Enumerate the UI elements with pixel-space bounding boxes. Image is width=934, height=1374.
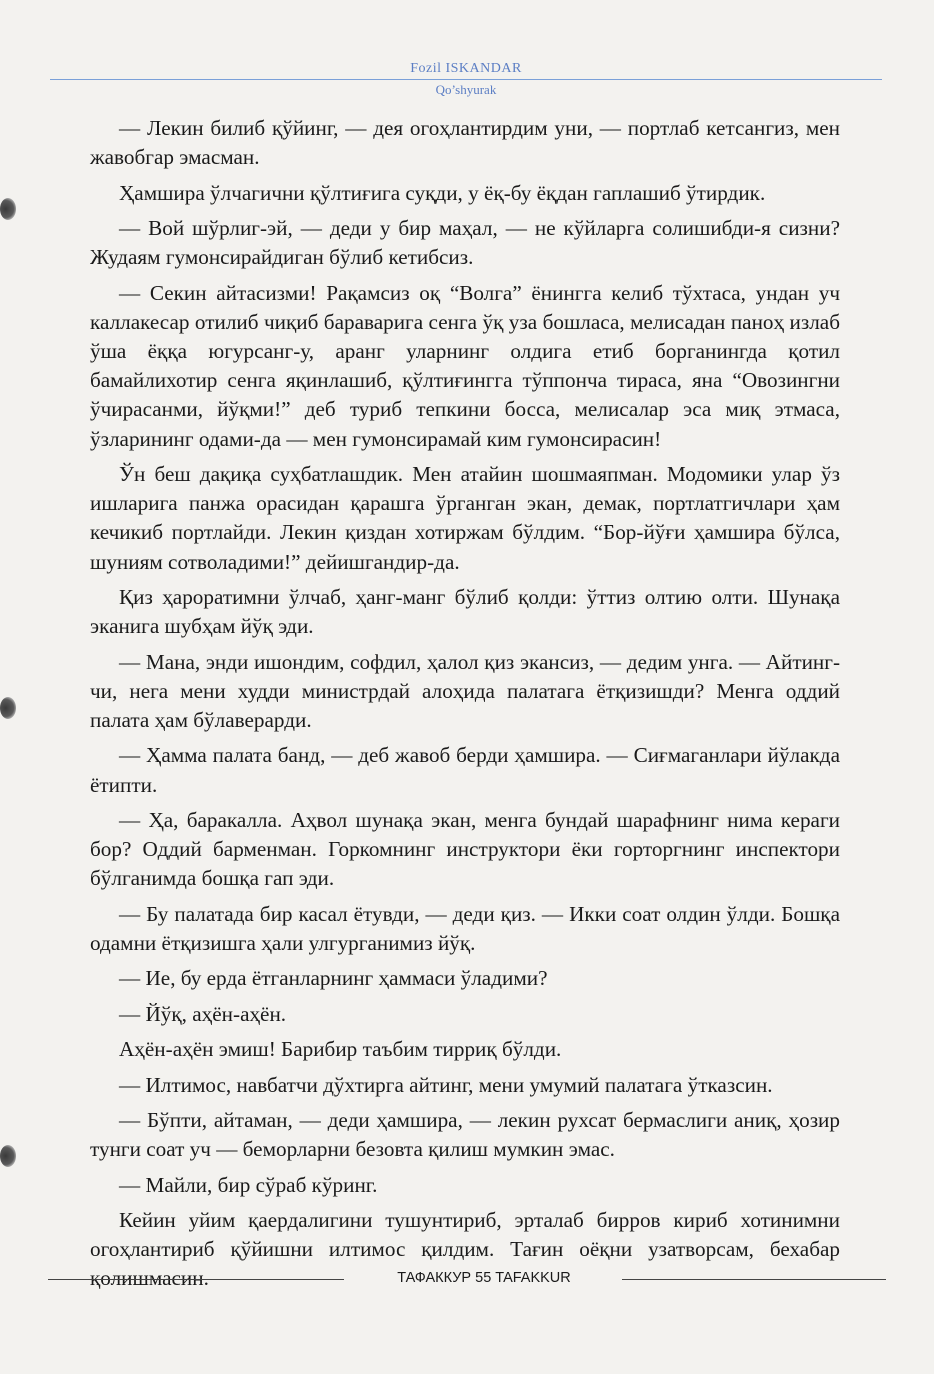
paragraph: Қиз ҳароратимни ўлчаб, ҳанг-манг бўлиб қолди: ўттиз олтию олти. Шунақа эканига шубҳам йўқ эди.	[90, 584, 840, 639]
paragraph: — Вой шўрлиг-эй, — деди у бир маҳал, — не кўйларга солишибди-я сизни? Жудаям гумонсирайдиган бўлиб кетибсиз.	[90, 215, 840, 270]
paragraph: Ўн беш дақиқа суҳбатлашдик. Мен атайин шошмаяпман. Модомики улар ўз ишларига панжа орасидан қарашга ўрганган экан, демак, портлатгичлари ҳам кечикиб портлайди. Лекин қиздан хотиржам бўлдим. “Бор-йўғи ҳамшира бўлса, шуниям сотволадими!” дейишгандир-да.	[90, 461, 840, 574]
footer-page-number: ТАФАККУР 55 TAFAKKUR	[397, 1270, 571, 1286]
header-rule	[50, 79, 882, 80]
paragraph: — Бу палатада бир касал ётувди, — деди қиз. — Икки соат олдин ўлди. Бошқа одамни ётқизишга ҳали улгурганимиз йўқ.	[90, 901, 840, 955]
paragraph: — Ҳа, баракалла. Аҳвол шунақа экан, менга бундай шарафнинг нима кераги бор? Оддий барменман. Горкомнинг инструктори ёки горторгнинг инспектори бўлганимда бошқа гап эди.	[90, 807, 840, 891]
paragraph: — Мана, энди ишондим, софдил, ҳалол қиз экансиз, — дедим унга. — Айтинг-чи, нега мени худди министрдай алоҳида палатага ётқизишди? Менга оддий палата ҳам бўлаверарди.	[90, 649, 840, 732]
footer-rule-left	[48, 1279, 344, 1280]
binder-hole	[0, 1145, 16, 1167]
page-body-text	[90, 114, 840, 1300]
paragraph: — Секин айтасизми! Рақамсиз оқ “Волга” ёнингга келиб тўхтаса, ундан уч каллакесар отилиб чиқиб бараварига сенга ўқ уза бошласа, мелисадан паноҳ излаб ўша ёққа югурсанг-у, аранг уларнинг олдига етиб борганингда қотил бамайлихотир сенга яқинлашиб, қўлтиғингга тўппонча тираса, яна “Овозингни ўчирасанми, йўқми!” деб туриб тепкини босса, мелисалар эса миқ этмаса, ўзларининг одами-да — мен гумонсирамай ким гумонсирасин!	[90, 280, 840, 451]
binder-hole	[0, 697, 16, 719]
paragraph: — Бўпти, айтаман, — деди ҳамшира, — лекин рухсат бермаслиги аниқ, ҳозир тунги соат уч — беморларни безовта қилиш мумкин эмас.	[90, 1107, 840, 1162]
paragraph: — Илтимос, навбатчи дўхтирга айтинг, мени умумий палатага ўтказсин.	[119, 1072, 773, 1097]
running-header	[50, 60, 882, 98]
paragraph: Кейин уйим қаердалигини тушунтириб, эрталаб бирров кириб хотинимни огоҳлантириб қўйишни илтимос қилдим. Тағин оёқни узатворсам, бехабар қолишмасин.	[90, 1207, 840, 1291]
page-footer	[48, 1268, 886, 1292]
footer-rule-right	[622, 1279, 886, 1280]
header-author: Fozil ISKANDAR	[410, 61, 522, 76]
paragraph: — Йўқ, аҳён-аҳён.	[119, 1001, 287, 1026]
paragraph: Ҳамшира ўлчагични қўлтиғига суқди, у ёқ-бу ёқдан гаплашиб ўтирдик.	[119, 180, 766, 205]
binder-hole	[0, 198, 16, 220]
paragraph: — Лекин билиб қўйинг, — дея огоҳлантирдим уни, — портлаб кетсангиз, мен жавобгар эмасман.	[90, 116, 840, 170]
paragraph: Аҳён-аҳён эмиш! Барибир таъбим тирриқ бўлди.	[119, 1037, 562, 1062]
paragraph: — Ҳамма палата банд, — деб жавоб берди ҳамшира. — Сиғмаганлари йўлакда ётипти.	[90, 743, 840, 797]
header-title: Qo’shyurak	[435, 82, 497, 97]
paragraph: — Ие, бу ерда ётганларнинг ҳаммаси ўладими?	[119, 966, 548, 991]
paragraph: — Майли, бир сўраб кўринг.	[119, 1172, 378, 1197]
